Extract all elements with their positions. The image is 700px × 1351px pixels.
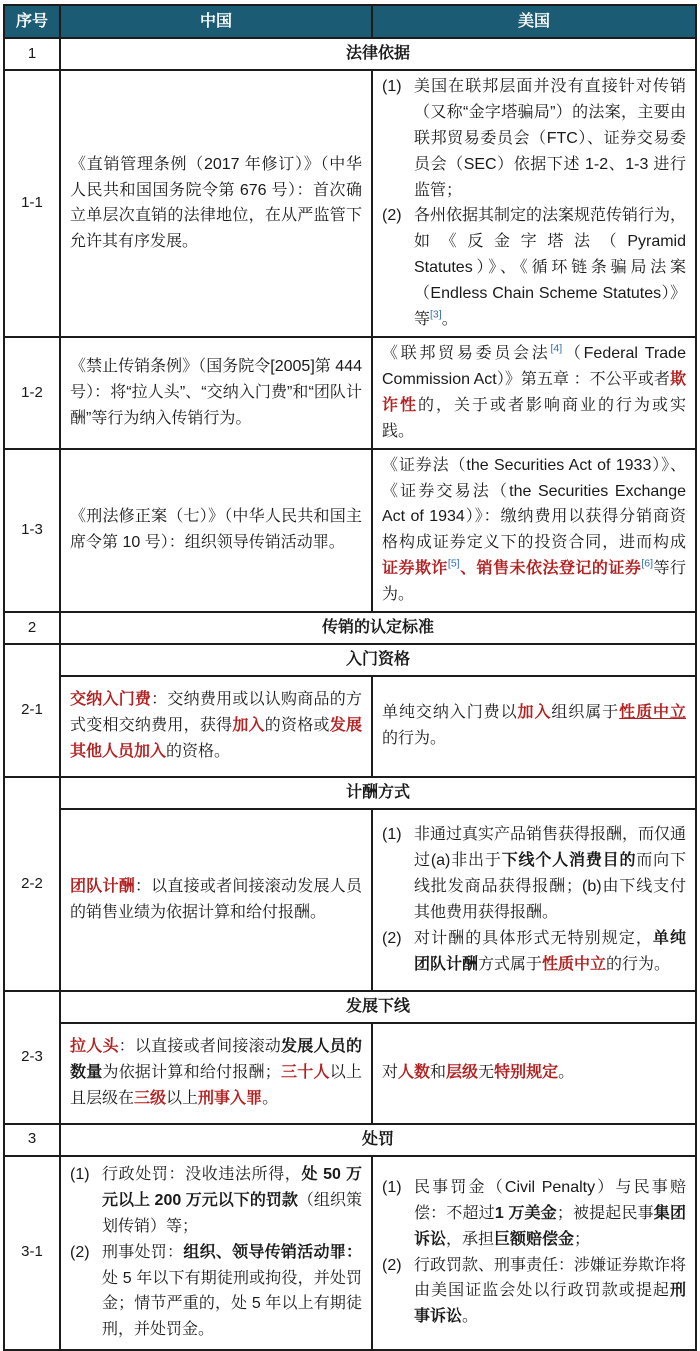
text-run: 欺诈性 — [382, 370, 686, 414]
text-run: 刑事诉讼 — [414, 1282, 686, 1326]
row-number: 1-2 — [4, 337, 60, 449]
text-run: 为依据计算和给付报酬； — [102, 1064, 281, 1082]
text-run: 性质中立 — [619, 704, 686, 722]
footnote-ref[interactable]: [3] — [430, 308, 442, 321]
section-number: 1 — [4, 38, 60, 70]
section-row-3 — [4, 1124, 696, 1156]
text-run: ：以直接或者间接滚动 — [118, 1038, 282, 1056]
text-run: 性质中立 — [542, 955, 607, 973]
row-number: 1-1 — [4, 70, 60, 337]
text-run: 刑事处罚： — [102, 1243, 184, 1261]
cell-1-1-usa — [372, 70, 696, 337]
text-run: 组织属于 — [551, 704, 620, 722]
text-run: 《禁止传销条例》（国务院令[2005]第 444 号）：将“拉人头”、“交纳入门费”和“团队计酬”等行为纳入传销行为。 — [70, 357, 362, 427]
text-run: 交纳入门费 — [70, 691, 152, 709]
text-run: 加入 — [517, 704, 552, 722]
text-run: 特别规定 — [494, 1064, 559, 1082]
text-run: 的行为。 — [382, 730, 447, 748]
row-number: 2-2 — [4, 777, 60, 991]
list-text — [414, 1175, 686, 1253]
text-run: 。 — [262, 1090, 279, 1108]
subsection-title: 入门资格 — [60, 644, 696, 676]
footnote-ref[interactable]: [6] — [641, 557, 653, 570]
cell-2-3-china — [60, 1023, 372, 1124]
text-run: 。 — [441, 311, 458, 329]
text-run: 、 — [459, 560, 477, 578]
list-text — [102, 1162, 362, 1240]
table-row — [4, 676, 696, 777]
text-run: 。 — [462, 1308, 479, 1326]
text-run: 《联邦贸易委员会法 — [382, 344, 551, 362]
text-run: 对计酬的具体形式无特别规定， — [414, 929, 653, 947]
list-item — [382, 822, 686, 926]
list-marker: (1) — [382, 826, 402, 844]
cell-1-2-usa — [372, 337, 696, 449]
row-number: 1-3 — [4, 449, 60, 612]
paragraph — [382, 700, 686, 752]
section-row-2 — [4, 612, 696, 644]
table-row — [4, 449, 696, 612]
subheader-row-2-1 — [4, 644, 696, 676]
subheader-row-2-2 — [4, 777, 696, 809]
section-title: 处罚 — [60, 1124, 696, 1156]
text-run: 处 50 万元以上 200 万元以下的罚款 — [102, 1165, 362, 1209]
list-item — [382, 203, 686, 333]
paragraph — [382, 1060, 686, 1086]
text-run: 人数 — [398, 1064, 431, 1082]
table-body — [4, 38, 696, 1350]
cell-2-1-usa — [372, 676, 696, 777]
cell-2-2-usa — [372, 809, 696, 991]
list-text — [414, 1253, 686, 1331]
list-marker: (1) — [382, 77, 402, 95]
text-run: 而向下线批发商品获得报酬；(b)由下线支付其他费用获得报酬。 — [414, 851, 686, 921]
comparison-table — [3, 4, 697, 1351]
table-header — [4, 5, 696, 38]
list-marker: (1) — [382, 1178, 402, 1196]
text-run: （Federal Trade Commission Act）》第五章 ：不公平或者 — [382, 344, 686, 388]
list-item — [382, 926, 686, 978]
text-run: 拉人头 — [70, 1038, 119, 1056]
table-row — [4, 1156, 696, 1350]
text-run: ：交纳费用或以认购商品的方式变相交纳费用，获得 — [70, 691, 362, 735]
header-cell-sno: 序号 — [4, 5, 60, 38]
table-row — [4, 337, 696, 449]
cell-1-3-china — [60, 449, 372, 612]
list-marker: (2) — [382, 1256, 402, 1274]
paragraph — [70, 1034, 362, 1112]
text-run: 《刑法修正案（七）》（中华人民共和国主席令第 10 号）：组织领导传销活动罪。 — [70, 508, 362, 552]
text-run: 三级 — [134, 1090, 167, 1108]
text-run: 。 — [558, 1064, 575, 1082]
text-run: 以上且层级在 — [70, 1064, 362, 1108]
text-run: 的资格。 — [166, 743, 231, 761]
cell-1-3-usa — [372, 449, 696, 612]
text-run: 行政罚款、刑事责任：涉嫌证券欺诈将由美国证监会处以行政罚款或提起 — [414, 1256, 687, 1300]
list-marker: (2) — [70, 1243, 90, 1261]
cell-2-2-china — [60, 809, 372, 991]
text-run: 团队计酬 — [70, 877, 135, 895]
paragraph — [70, 354, 362, 432]
list-text — [414, 926, 686, 978]
list-item — [382, 1253, 686, 1331]
text-run: ，承担 — [446, 1230, 495, 1248]
text-run: 集团诉讼 — [414, 1204, 686, 1248]
text-run: 以上 — [166, 1090, 199, 1108]
table-row — [4, 1023, 696, 1124]
paragraph — [70, 504, 362, 556]
text-run: 和 — [430, 1064, 447, 1082]
subsection-title: 发展下线 — [60, 991, 696, 1023]
text-run: 的，关于或者影响商业的行为或实践。 — [382, 396, 686, 440]
text-run: 加入 — [232, 717, 265, 735]
text-run: 各州依据其制定的法案规范传销行为，如《反金字塔法（Pyramid Statutes）》、《循环链条骗局法案（Endless Chain Scheme Statutes）》等 — [414, 207, 687, 329]
text-run: 证券欺诈 — [382, 560, 448, 578]
text-run: 发展人员的数量 — [70, 1038, 362, 1082]
section-number: 2 — [4, 612, 60, 644]
list-item — [382, 1175, 686, 1253]
paragraph — [382, 341, 686, 445]
text-run: 方式属于 — [478, 955, 543, 973]
subheader-row-2-3 — [4, 991, 696, 1023]
text-run: ；被提起民事 — [556, 1204, 654, 1222]
row-number: 3-1 — [4, 1156, 60, 1350]
text-run: 的资格或 — [264, 717, 330, 735]
list-marker: (2) — [382, 929, 402, 947]
paragraph — [70, 874, 362, 926]
row-number: 2-1 — [4, 644, 60, 777]
cell-3-1-china — [60, 1156, 372, 1350]
footnote-ref[interactable]: [5] — [447, 557, 460, 570]
section-row-1 — [4, 38, 696, 70]
list-text — [414, 203, 686, 333]
table-row — [4, 809, 696, 991]
text-run: 单纯交纳入门费以 — [382, 704, 518, 722]
text-run: 刑事入罪 — [198, 1090, 263, 1108]
section-title: 传销的认定标准 — [60, 612, 696, 644]
header-cell-china: 中国 — [60, 5, 372, 38]
list-marker: (1) — [70, 1165, 90, 1183]
text-run: 巨额赔偿金 — [494, 1230, 575, 1248]
list-text — [414, 74, 686, 204]
text-run: ； — [574, 1230, 591, 1248]
footnote-ref[interactable]: [4] — [550, 342, 563, 355]
list-item — [382, 74, 686, 204]
section-title: 法律依据 — [60, 38, 696, 70]
paragraph — [70, 152, 362, 256]
row-number: 2-3 — [4, 991, 60, 1124]
header-cell-usa: 美国 — [372, 5, 696, 38]
section-number: 3 — [4, 1124, 60, 1156]
header-row — [4, 5, 696, 38]
list-marker: (2) — [382, 207, 402, 225]
text-run: 非通过真实产品销售获得报酬，而仅通过(a)非出于 — [414, 826, 687, 869]
text-run: 层级 — [446, 1064, 479, 1082]
list-text — [414, 822, 686, 926]
text-run: 发展其他人员加入 — [70, 717, 362, 761]
cell-1-2-china — [60, 337, 372, 449]
text-run: 下线个人消费目的 — [501, 851, 637, 869]
text-run: 美国在联邦层面并没有直接针对传销（又称“金字塔骗局”）的法案，主要由联邦贸易委员会（FTC）、证券交易委员会（SEC）依据下述 1-2、1-3 进行监管； — [414, 77, 686, 199]
text-run: 无 — [478, 1064, 495, 1082]
list-text — [102, 1240, 362, 1344]
text-run: 等行为。 — [382, 560, 686, 604]
paragraph — [70, 687, 362, 765]
cell-3-1-usa — [372, 1156, 696, 1350]
text-run: 《证券法（the Securities Act of 1933）》、《证券交易法（the Securities Exchange Act of 1934）》：缴纳费用以获得分销商资格构成证券定义下的投资合同，进而构成 — [382, 456, 686, 552]
list-item — [70, 1162, 362, 1240]
text-run: ：以直接或者间接滚动发展人员的销售业绩为依据计算和给付报酬。 — [70, 877, 362, 921]
list-item — [70, 1240, 362, 1344]
cell-1-1-china — [60, 70, 372, 337]
cell-2-3-usa — [372, 1023, 696, 1124]
text-run: 三十人 — [280, 1064, 330, 1082]
text-run: 1 万美金 — [494, 1204, 557, 1222]
text-run: 对 — [382, 1064, 399, 1082]
subsection-title: 计酬方式 — [60, 777, 696, 809]
text-run: （组织策划传销）等； — [102, 1191, 362, 1235]
table-row — [4, 70, 696, 337]
text-run: 的行为。 — [606, 955, 671, 973]
text-run: 《直销管理条例（2017 年修订）》（中华人民共和国国务院令第 676 号）：首次确立单层次直销的法律地位，在从严监管下允许其有序发展。 — [70, 155, 362, 251]
text-run: 处 5 年以下有期徒刑或拘役，并处罚金；情节严重的，处 5 年以上有期徒刑，并处罚金。 — [102, 1269, 362, 1339]
text-run: 行政处罚：没收违法所得， — [102, 1165, 302, 1183]
text-run: 销售未依法登记的证券 — [476, 560, 642, 578]
text-run: 民事罚金（Civil Penalty）与民事赔偿：不超过 — [414, 1178, 686, 1222]
text-run: 组织、领导传销活动罪： — [183, 1243, 362, 1261]
cell-2-1-china — [60, 676, 372, 777]
text-run: 单纯团队计酬 — [414, 929, 686, 973]
paragraph — [382, 453, 686, 608]
